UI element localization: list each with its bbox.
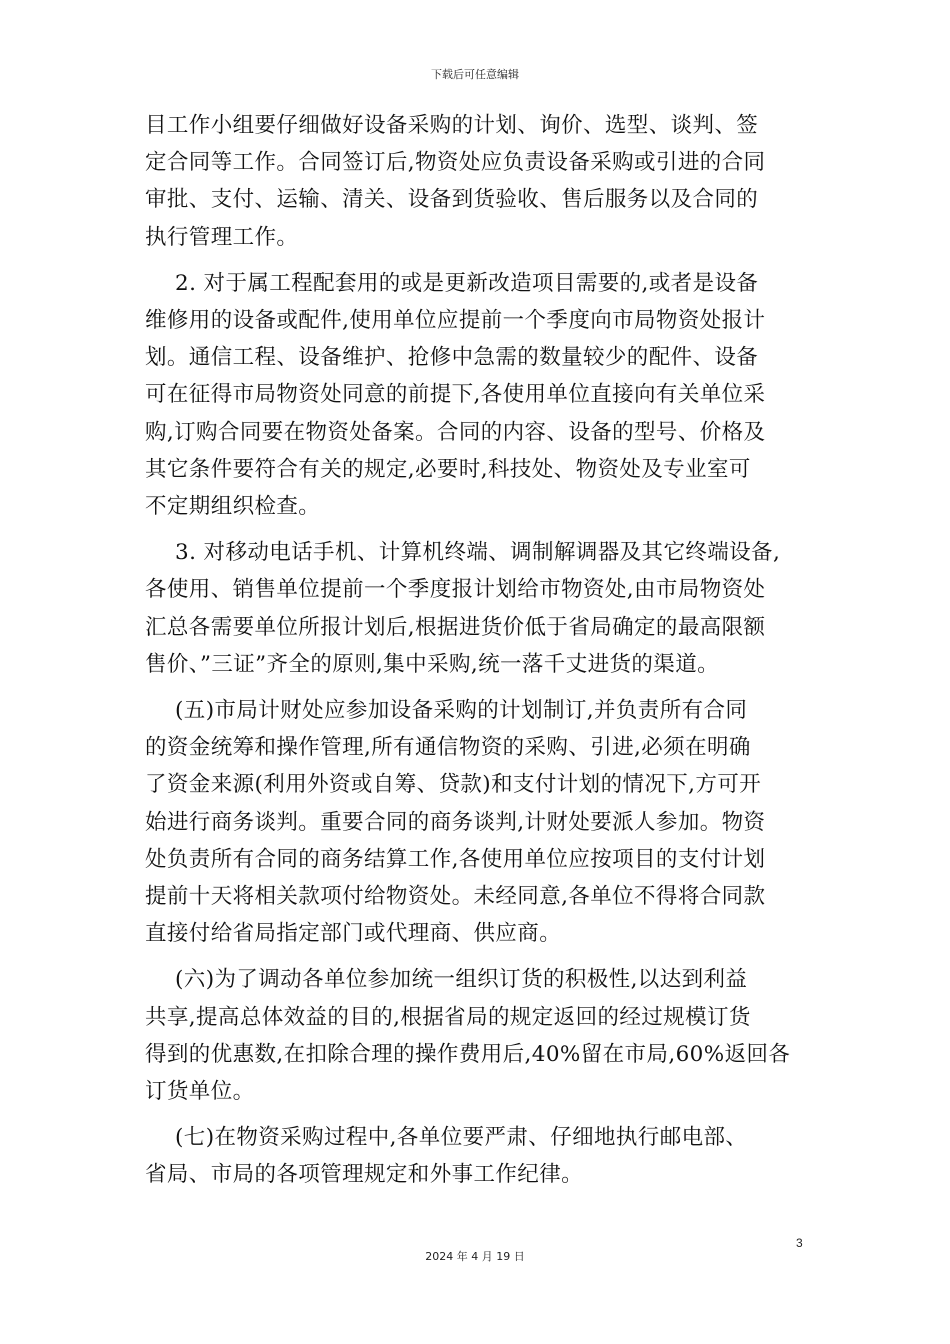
text-line: 得到的优惠数,在扣除合理的操作费用后,40%留在市局,60%返回各 bbox=[145, 1041, 791, 1067]
text-line: 2. 对于属工程配套用的或是更新改造项目需要的,或者是设备 bbox=[175, 270, 759, 296]
text-line: 维修用的设备或配件,使用单位应提前一个季度向市局物资处报计 bbox=[145, 308, 766, 334]
text-line: (五)市局计财处应参加设备采购的计划制订,并负责所有合同 bbox=[175, 698, 748, 724]
text-line: (七)在物资采购过程中,各单位要严肃、仔细地执行邮电部、 bbox=[175, 1125, 748, 1151]
text-line: 省局、市局的各项管理规定和外事工作纪律。 bbox=[145, 1162, 584, 1188]
text-line: 订货单位。 bbox=[145, 1079, 255, 1105]
text-line: 不定期组织检查。 bbox=[145, 494, 321, 520]
text-line: 其它条件要符合有关的规定,必要时,科技处、物资处及专业室可 bbox=[145, 456, 751, 482]
text-line: 3. 对移动电话手机、计算机终端、调制解调器及其它终端设备, bbox=[175, 540, 781, 566]
text-line: 直接付给省局指定部门或代理商、供应商。 bbox=[145, 921, 562, 947]
paragraph-item-2 bbox=[145, 265, 810, 525]
footer-date: 2024 年 4 月 19 日 bbox=[425, 1250, 525, 1263]
text-line: 售价、”三证”齐全的原则,集中采购,统一落千丈进货的渠道。 bbox=[145, 651, 720, 677]
document-body bbox=[145, 107, 810, 1203]
paragraph-section-7 bbox=[145, 1119, 810, 1193]
text-line: 汇总各需要单位所报计划后,根据进货价低于省局确定的最高限额 bbox=[145, 614, 766, 640]
text-line: 了资金来源(利用外资或自筹、贷款)和支付计划的情况下,方可开 bbox=[145, 772, 762, 798]
text-line: 始进行商务谈判。重要合同的商务谈判,计财处要派人参加。物资 bbox=[145, 809, 766, 835]
text-line: 提前十天将相关款项付给物资处。未经同意,各单位不得将合同款 bbox=[145, 884, 766, 910]
paragraph-section-5 bbox=[145, 692, 810, 952]
text-line: 共享,提高总体效益的目的,根据省局的规定返回的经过规模订货 bbox=[145, 1004, 751, 1030]
paragraph-continuation bbox=[145, 107, 810, 256]
text-line: 目工作小组要仔细做好设备采购的计划、询价、选型、谈判、签 bbox=[145, 113, 759, 138]
text-line: 的资金统筹和操作管理,所有通信物资的采购、引进,必须在明确 bbox=[145, 735, 751, 761]
text-line: 执行管理工作。 bbox=[145, 224, 299, 250]
text-line: 处负责所有合同的商务结算工作,各使用单位应按项目的支付计划 bbox=[145, 846, 766, 872]
page-header: 下载后可任意编辑 bbox=[431, 68, 519, 81]
paragraph-section-6 bbox=[145, 961, 810, 1110]
text-line: 划。通信工程、设备维护、抢修中急需的数量较少的配件、设备 bbox=[145, 345, 759, 371]
text-line: 购,订购合同要在物资处备案。合同的内容、设备的型号、价格及 bbox=[145, 419, 766, 445]
page-number: 3 bbox=[796, 1236, 803, 1250]
paragraph-item-3 bbox=[145, 534, 810, 683]
text-line: 审批、支付、运输、清关、设备到货验收、售后服务以及合同的 bbox=[145, 187, 759, 213]
text-line: 定合同等工作。合同签订后,物资处应负责设备采购或引进的合同 bbox=[145, 150, 766, 176]
text-line: 可在征得市局物资处同意的前提下,各使用单位直接向有关单位采 bbox=[145, 382, 766, 408]
text-line: (六)为了调动各单位参加统一组织订货的积极性,以达到利益 bbox=[175, 967, 748, 993]
text-line: 各使用、销售单位提前一个季度报计划给市物资处,由市局物资处 bbox=[145, 577, 766, 603]
